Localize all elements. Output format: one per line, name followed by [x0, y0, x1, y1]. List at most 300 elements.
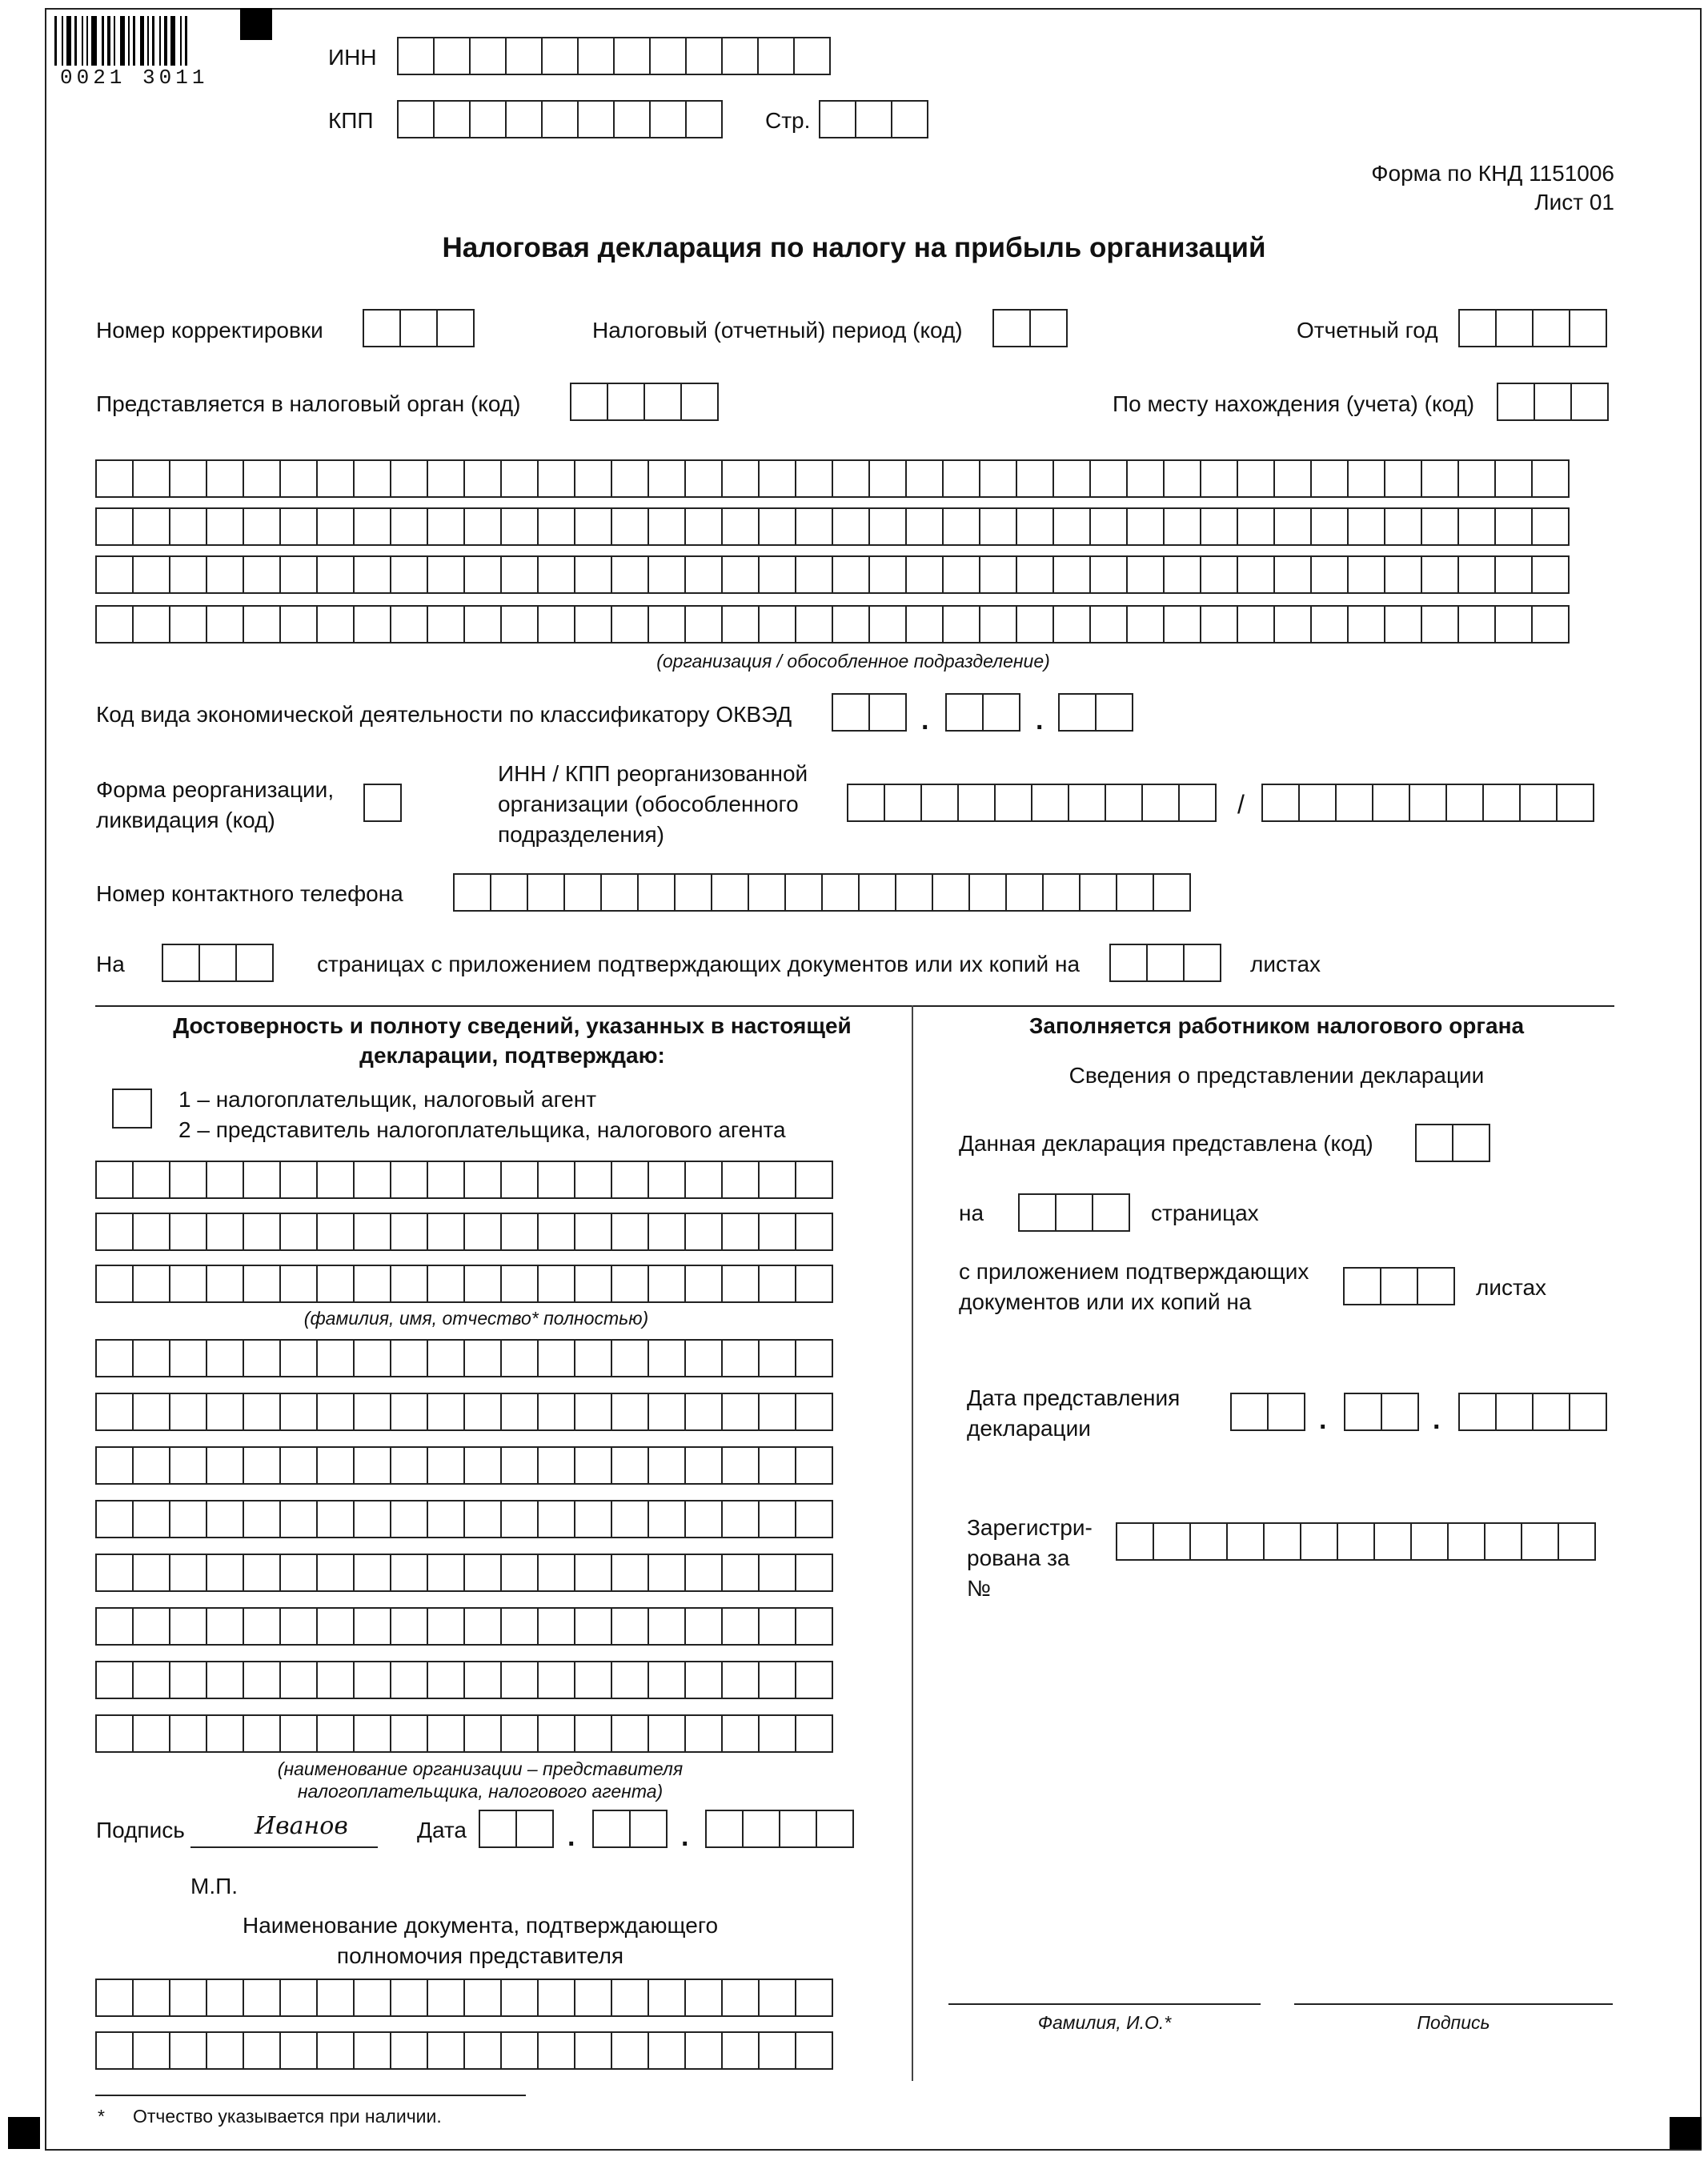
input-cell[interactable] — [132, 1661, 170, 1699]
input-cell[interactable] — [95, 1161, 134, 1199]
input-cell[interactable] — [992, 309, 1031, 347]
input-cell[interactable] — [169, 1265, 207, 1303]
input-cell[interactable] — [397, 100, 435, 138]
phone-field[interactable] — [453, 873, 1191, 912]
input-cell[interactable] — [868, 555, 907, 594]
input-cell[interactable] — [563, 873, 602, 912]
input-cell[interactable] — [500, 1607, 539, 1646]
input-cell[interactable] — [95, 1446, 134, 1485]
input-cell[interactable] — [684, 459, 723, 498]
input-cell[interactable] — [721, 1661, 760, 1699]
input-cell[interactable] — [613, 100, 651, 138]
okved-part-2[interactable] — [945, 693, 1020, 732]
input-cell[interactable] — [515, 1810, 554, 1848]
input-cell[interactable] — [243, 1446, 281, 1485]
input-cell[interactable] — [649, 100, 687, 138]
input-cell[interactable] — [169, 1607, 207, 1646]
input-cell[interactable] — [500, 1979, 539, 2017]
input-cell[interactable] — [721, 1213, 760, 1251]
input-cell[interactable] — [648, 1979, 686, 2017]
input-cell[interactable] — [537, 1265, 575, 1303]
input-cell[interactable] — [1183, 944, 1221, 982]
fio-row-3[interactable] — [95, 1265, 833, 1303]
input-cell[interactable] — [1445, 784, 1484, 822]
input-cell[interactable] — [721, 1607, 760, 1646]
input-cell[interactable] — [316, 1554, 355, 1592]
input-cell[interactable] — [132, 1393, 170, 1431]
input-cell[interactable] — [427, 1979, 465, 2017]
input-cell[interactable] — [982, 693, 1020, 732]
input-cell[interactable] — [1079, 873, 1117, 912]
input-cell[interactable] — [427, 1714, 465, 1753]
input-cell[interactable] — [1494, 459, 1533, 498]
input-cell[interactable] — [169, 1500, 207, 1538]
input-cell[interactable] — [427, 507, 465, 546]
input-cell[interactable] — [95, 1661, 134, 1699]
input-cell[interactable] — [95, 1979, 134, 2017]
input-cell[interactable] — [611, 1393, 649, 1431]
input-cell[interactable] — [1089, 459, 1128, 498]
input-cell[interactable] — [390, 1213, 428, 1251]
input-cell[interactable] — [1344, 1393, 1382, 1431]
input-cell[interactable] — [427, 1446, 465, 1485]
input-cell[interactable] — [279, 1554, 318, 1592]
input-cell[interactable] — [1237, 605, 1275, 643]
input-cell[interactable] — [243, 2031, 281, 2070]
input-cell[interactable] — [855, 100, 892, 138]
input-cell[interactable] — [243, 1500, 281, 1538]
input-cell[interactable] — [463, 1446, 502, 1485]
input-cell[interactable] — [353, 1979, 391, 2017]
input-cell[interactable] — [1347, 507, 1385, 546]
input-cell[interactable] — [537, 1393, 575, 1431]
input-cell[interactable] — [279, 1500, 318, 1538]
input-cell[interactable] — [1116, 1522, 1154, 1561]
input-cell[interactable] — [390, 459, 428, 498]
input-cell[interactable] — [795, 507, 833, 546]
input-cell[interactable] — [1052, 507, 1091, 546]
input-cell[interactable] — [942, 555, 980, 594]
input-cell[interactable] — [132, 2031, 170, 2070]
input-cell[interactable] — [819, 100, 856, 138]
input-cell[interactable] — [463, 1213, 502, 1251]
input-cell[interactable] — [1421, 605, 1459, 643]
input-cell[interactable] — [537, 1554, 575, 1592]
input-cell[interactable] — [436, 309, 475, 347]
input-cell[interactable] — [316, 1161, 355, 1199]
input-cell[interactable] — [1569, 309, 1607, 347]
input-cell[interactable] — [132, 1979, 170, 2017]
input-cell[interactable] — [390, 1979, 428, 2017]
input-cell[interactable] — [758, 459, 796, 498]
input-cell[interactable] — [433, 37, 471, 75]
input-cell[interactable] — [1300, 1522, 1338, 1561]
fio-row-2[interactable] — [95, 1213, 833, 1251]
input-cell[interactable] — [463, 1607, 502, 1646]
input-cell[interactable] — [1409, 784, 1447, 822]
input-cell[interactable] — [243, 1661, 281, 1699]
input-cell[interactable] — [353, 507, 391, 546]
input-cell[interactable] — [1141, 784, 1180, 822]
pages-count-field[interactable] — [162, 944, 274, 982]
input-cell[interactable] — [500, 2031, 539, 2070]
input-cell[interactable] — [537, 1213, 575, 1251]
input-cell[interactable] — [505, 37, 543, 75]
input-cell[interactable] — [1347, 605, 1385, 643]
okved-part-3[interactable] — [1058, 693, 1133, 732]
input-cell[interactable] — [169, 1161, 207, 1199]
input-cell[interactable] — [1055, 1193, 1093, 1232]
input-cell[interactable] — [758, 1714, 796, 1753]
input-cell[interactable] — [1384, 605, 1422, 643]
input-cell[interactable] — [648, 555, 686, 594]
input-cell[interactable] — [279, 1714, 318, 1753]
input-cell[interactable] — [1089, 555, 1128, 594]
correction-number-field[interactable] — [363, 309, 475, 347]
input-cell[interactable] — [206, 507, 244, 546]
input-cell[interactable] — [821, 873, 860, 912]
input-cell[interactable] — [427, 1661, 465, 1699]
input-cell[interactable] — [1556, 784, 1594, 822]
input-cell[interactable] — [611, 1979, 649, 2017]
input-cell[interactable] — [1226, 1522, 1265, 1561]
input-cell[interactable] — [795, 1446, 833, 1485]
input-cell[interactable] — [316, 1500, 355, 1538]
input-cell[interactable] — [206, 1979, 244, 2017]
input-cell[interactable] — [574, 459, 612, 498]
input-cell[interactable] — [243, 1339, 281, 1377]
input-cell[interactable] — [758, 555, 796, 594]
input-cell[interactable] — [1570, 383, 1609, 421]
input-cell[interactable] — [132, 1213, 170, 1251]
input-cell[interactable] — [537, 2031, 575, 2070]
input-cell[interactable] — [1347, 555, 1385, 594]
input-cell[interactable] — [1310, 459, 1349, 498]
input-cell[interactable] — [169, 1714, 207, 1753]
input-cell[interactable] — [868, 507, 907, 546]
input-cell[interactable] — [721, 555, 760, 594]
submission-date-year[interactable] — [1458, 1393, 1607, 1431]
input-cell[interactable] — [537, 1161, 575, 1199]
input-cell[interactable] — [316, 1265, 355, 1303]
input-cell[interactable] — [500, 1661, 539, 1699]
input-cell[interactable] — [968, 873, 1007, 912]
input-cell[interactable] — [680, 383, 719, 421]
input-cell[interactable] — [353, 1393, 391, 1431]
input-cell[interactable] — [427, 2031, 465, 2070]
input-cell[interactable] — [1016, 507, 1054, 546]
input-cell[interactable] — [1068, 784, 1106, 822]
input-cell[interactable] — [979, 459, 1017, 498]
input-cell[interactable] — [463, 555, 502, 594]
input-cell[interactable] — [132, 1446, 170, 1485]
input-cell[interactable] — [611, 2031, 649, 2070]
input-cell[interactable] — [611, 1661, 649, 1699]
input-cell[interactable] — [1521, 1522, 1559, 1561]
input-cell[interactable] — [390, 507, 428, 546]
input-cell[interactable] — [684, 1265, 723, 1303]
input-cell[interactable] — [427, 1213, 465, 1251]
input-cell[interactable] — [795, 1339, 833, 1377]
input-cell[interactable] — [500, 1161, 539, 1199]
input-cell[interactable] — [574, 1661, 612, 1699]
organization-name-row-3[interactable] — [95, 555, 1570, 594]
input-cell[interactable] — [169, 459, 207, 498]
input-cell[interactable] — [1373, 1522, 1412, 1561]
input-cell[interactable] — [957, 784, 996, 822]
input-cell[interactable] — [1031, 784, 1069, 822]
input-cell[interactable] — [95, 1393, 134, 1431]
input-cell[interactable] — [629, 1810, 668, 1848]
input-cell[interactable] — [684, 1213, 723, 1251]
input-cell[interactable] — [795, 1714, 833, 1753]
input-cell[interactable] — [721, 507, 760, 546]
input-cell[interactable] — [684, 555, 723, 594]
input-cell[interactable] — [674, 873, 712, 912]
input-cell[interactable] — [95, 1607, 134, 1646]
input-cell[interactable] — [748, 873, 786, 912]
input-cell[interactable] — [353, 459, 391, 498]
input-cell[interactable] — [316, 1393, 355, 1431]
organization-name-row-2[interactable] — [95, 507, 1570, 546]
input-cell[interactable] — [611, 1554, 649, 1592]
fio-row-1[interactable] — [95, 1161, 833, 1199]
input-cell[interactable] — [537, 507, 575, 546]
input-cell[interactable] — [1153, 1522, 1191, 1561]
input-cell[interactable] — [758, 1607, 796, 1646]
input-cell[interactable] — [795, 1979, 833, 2017]
input-cell[interactable] — [1417, 1267, 1455, 1305]
input-cell[interactable] — [316, 1661, 355, 1699]
input-cell[interactable] — [500, 1446, 539, 1485]
input-cell[interactable] — [1029, 309, 1068, 347]
input-cell[interactable] — [132, 507, 170, 546]
input-cell[interactable] — [500, 1500, 539, 1538]
input-cell[interactable] — [648, 1213, 686, 1251]
input-cell[interactable] — [795, 1554, 833, 1592]
input-cell[interactable] — [353, 1446, 391, 1485]
input-cell[interactable] — [397, 37, 435, 75]
input-cell[interactable] — [979, 555, 1017, 594]
input-cell[interactable] — [427, 1500, 465, 1538]
input-cell[interactable] — [1484, 1522, 1522, 1561]
input-cell[interactable] — [279, 1661, 318, 1699]
input-cell[interactable] — [1126, 555, 1165, 594]
input-cell[interactable] — [505, 100, 543, 138]
input-cell[interactable] — [758, 1161, 796, 1199]
input-cell[interactable] — [905, 605, 944, 643]
input-cell[interactable] — [684, 1661, 723, 1699]
input-cell[interactable] — [721, 1265, 760, 1303]
input-cell[interactable] — [243, 1393, 281, 1431]
input-cell[interactable] — [574, 1554, 612, 1592]
input-cell[interactable] — [469, 100, 507, 138]
input-cell[interactable] — [1089, 507, 1128, 546]
input-cell[interactable] — [206, 1265, 244, 1303]
input-cell[interactable] — [427, 555, 465, 594]
input-cell[interactable] — [95, 605, 134, 643]
input-cell[interactable] — [463, 1339, 502, 1377]
input-cell[interactable] — [1200, 459, 1238, 498]
signature-date-year[interactable] — [705, 1810, 854, 1848]
input-cell[interactable] — [758, 1446, 796, 1485]
input-cell[interactable] — [832, 459, 870, 498]
input-cell[interactable] — [206, 1339, 244, 1377]
input-cell[interactable] — [711, 873, 749, 912]
input-cell[interactable] — [537, 1446, 575, 1485]
input-cell[interactable] — [390, 605, 428, 643]
input-cell[interactable] — [537, 1661, 575, 1699]
input-cell[interactable] — [537, 1339, 575, 1377]
input-cell[interactable] — [390, 1161, 428, 1199]
input-cell[interactable] — [574, 555, 612, 594]
input-cell[interactable] — [279, 605, 318, 643]
input-cell[interactable] — [463, 605, 502, 643]
input-cell[interactable] — [1310, 555, 1349, 594]
input-cell[interactable] — [574, 1607, 612, 1646]
input-cell[interactable] — [1016, 555, 1054, 594]
input-cell[interactable] — [95, 459, 134, 498]
input-cell[interactable] — [574, 1714, 612, 1753]
input-cell[interactable] — [537, 459, 575, 498]
input-cell[interactable] — [1457, 605, 1496, 643]
input-cell[interactable] — [243, 459, 281, 498]
input-cell[interactable] — [684, 1161, 723, 1199]
input-cell[interactable] — [390, 1500, 428, 1538]
input-cell[interactable] — [1163, 605, 1201, 643]
input-cell[interactable] — [1273, 459, 1312, 498]
input-cell[interactable] — [895, 873, 933, 912]
input-cell[interactable] — [1153, 873, 1191, 912]
input-cell[interactable] — [427, 459, 465, 498]
input-cell[interactable] — [453, 873, 491, 912]
input-cell[interactable] — [353, 1554, 391, 1592]
signature-date-month[interactable] — [592, 1810, 668, 1848]
input-cell[interactable] — [206, 1607, 244, 1646]
input-cell[interactable] — [795, 1161, 833, 1199]
input-cell[interactable] — [758, 507, 796, 546]
input-cell[interactable] — [574, 1213, 612, 1251]
input-cell[interactable] — [132, 1161, 170, 1199]
input-cell[interactable] — [779, 1810, 817, 1848]
input-cell[interactable] — [1310, 507, 1349, 546]
input-cell[interactable] — [316, 459, 355, 498]
page-number-field[interactable] — [819, 100, 928, 138]
input-cell[interactable] — [1016, 459, 1054, 498]
input-cell[interactable] — [1452, 1124, 1490, 1162]
input-cell[interactable] — [1163, 459, 1201, 498]
submitted-sheets-field[interactable] — [1343, 1267, 1455, 1305]
input-cell[interactable] — [758, 1393, 796, 1431]
input-cell[interactable] — [832, 555, 870, 594]
input-cell[interactable] — [463, 459, 502, 498]
input-cell[interactable] — [1146, 944, 1185, 982]
input-cell[interactable] — [648, 1607, 686, 1646]
input-cell[interactable] — [353, 1661, 391, 1699]
input-cell[interactable] — [611, 555, 649, 594]
input-cell[interactable] — [500, 1265, 539, 1303]
input-cell[interactable] — [463, 1265, 502, 1303]
input-cell[interactable] — [1337, 1522, 1375, 1561]
input-cell[interactable] — [832, 507, 870, 546]
input-cell[interactable] — [611, 1265, 649, 1303]
input-cell[interactable] — [611, 605, 649, 643]
input-cell[interactable] — [1494, 555, 1533, 594]
input-cell[interactable] — [279, 1607, 318, 1646]
input-cell[interactable] — [1495, 309, 1534, 347]
input-cell[interactable] — [316, 605, 355, 643]
input-cell[interactable] — [1457, 507, 1496, 546]
input-cell[interactable] — [1273, 555, 1312, 594]
input-cell[interactable] — [684, 1607, 723, 1646]
input-cell[interactable] — [758, 2031, 796, 2070]
input-cell[interactable] — [795, 1393, 833, 1431]
input-cell[interactable] — [847, 784, 885, 822]
input-cell[interactable] — [1531, 555, 1570, 594]
input-cell[interactable] — [570, 383, 608, 421]
input-cell[interactable] — [132, 459, 170, 498]
input-cell[interactable] — [758, 605, 796, 643]
input-cell[interactable] — [169, 1554, 207, 1592]
input-cell[interactable] — [353, 555, 391, 594]
input-cell[interactable] — [1042, 873, 1081, 912]
input-cell[interactable] — [537, 1979, 575, 2017]
input-cell[interactable] — [279, 1979, 318, 2017]
input-cell[interactable] — [577, 100, 615, 138]
input-cell[interactable] — [891, 100, 928, 138]
input-cell[interactable] — [206, 2031, 244, 2070]
input-cell[interactable] — [905, 459, 944, 498]
input-cell[interactable] — [1109, 944, 1148, 982]
input-cell[interactable] — [243, 1607, 281, 1646]
organization-name-row-1[interactable] — [95, 459, 1570, 498]
input-cell[interactable] — [500, 605, 539, 643]
input-cell[interactable] — [758, 1339, 796, 1377]
input-cell[interactable] — [1347, 459, 1385, 498]
input-cell[interactable] — [705, 1810, 744, 1848]
input-cell[interactable] — [463, 1161, 502, 1199]
input-cell[interactable] — [795, 459, 833, 498]
input-cell[interactable] — [169, 605, 207, 643]
input-cell[interactable] — [427, 1339, 465, 1377]
input-cell[interactable] — [1116, 873, 1154, 912]
input-cell[interactable] — [1126, 507, 1165, 546]
input-cell[interactable] — [390, 1339, 428, 1377]
input-cell[interactable] — [574, 2031, 612, 2070]
input-cell[interactable] — [1457, 459, 1496, 498]
input-cell[interactable] — [942, 507, 980, 546]
kpp-field[interactable] — [397, 100, 723, 138]
input-cell[interactable] — [648, 1339, 686, 1377]
input-cell[interactable] — [132, 1714, 170, 1753]
input-cell[interactable] — [1052, 605, 1091, 643]
input-cell[interactable] — [500, 1554, 539, 1592]
input-cell[interactable] — [611, 1714, 649, 1753]
input-cell[interactable] — [316, 555, 355, 594]
input-cell[interactable] — [169, 1661, 207, 1699]
input-cell[interactable] — [169, 1339, 207, 1377]
input-cell[interactable] — [758, 1265, 796, 1303]
input-cell[interactable] — [243, 1714, 281, 1753]
input-cell[interactable] — [243, 1213, 281, 1251]
input-cell[interactable] — [721, 1500, 760, 1538]
input-cell[interactable] — [279, 1161, 318, 1199]
input-cell[interactable] — [1126, 605, 1165, 643]
input-cell[interactable] — [648, 2031, 686, 2070]
input-cell[interactable] — [279, 2031, 318, 2070]
input-cell[interactable] — [920, 784, 959, 822]
input-cell[interactable] — [132, 1339, 170, 1377]
